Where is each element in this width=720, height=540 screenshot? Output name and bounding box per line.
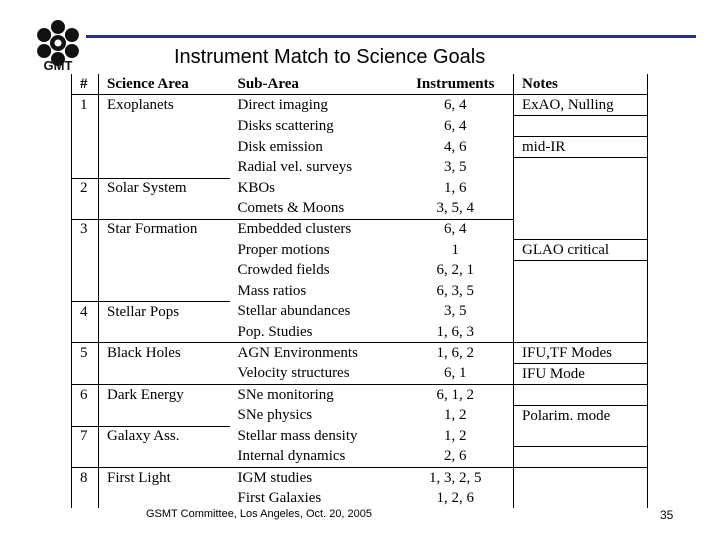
row-science-area: Star Formation bbox=[99, 219, 230, 240]
row-number bbox=[72, 261, 99, 282]
row-science-area bbox=[99, 240, 230, 261]
page-number: 35 bbox=[660, 508, 674, 522]
row-instruments: 1, 6 bbox=[444, 179, 467, 196]
row-sub-area: SNe monitoring bbox=[230, 385, 398, 406]
page-title: Instrument Match to Science Goals bbox=[174, 46, 486, 68]
row-number bbox=[72, 364, 99, 385]
row-number bbox=[72, 322, 99, 343]
header-science-area: Science Area bbox=[99, 74, 230, 95]
row-notes bbox=[514, 302, 648, 323]
row-number: 3 bbox=[72, 219, 99, 240]
row-instruments: 6, 3, 5 bbox=[436, 282, 474, 299]
table-row bbox=[72, 178, 648, 199]
header-sub-area: Sub-Area bbox=[230, 74, 398, 95]
row-sub-area: Direct imaging bbox=[237, 96, 328, 113]
row-sub-area: Disk emission bbox=[237, 138, 323, 155]
header-notes: Notes bbox=[514, 74, 648, 95]
row-notes bbox=[514, 447, 648, 468]
row-number bbox=[72, 281, 99, 302]
row-instruments: 1, 2 bbox=[444, 407, 467, 424]
row-number: 1 bbox=[72, 95, 99, 116]
row-sub-area: Crowded fields bbox=[237, 262, 330, 279]
table-row bbox=[72, 137, 648, 158]
row-notes bbox=[514, 178, 648, 199]
row-instruments: 1, 6, 2 bbox=[398, 343, 514, 364]
row-number bbox=[72, 406, 99, 427]
row-sub-area: Mass ratios bbox=[237, 282, 307, 299]
row-science-area bbox=[99, 137, 230, 158]
row-sub-area: Velocity structures bbox=[237, 365, 350, 382]
row-number bbox=[72, 240, 99, 261]
table-row bbox=[72, 95, 648, 116]
row-science-area: Galaxy Ass. bbox=[99, 426, 230, 447]
row-sub-area: Comets & Moons bbox=[237, 200, 345, 216]
row-notes bbox=[514, 281, 648, 302]
row-notes: ExAO, Nulling bbox=[514, 95, 648, 116]
row-science-area: Stellar Pops bbox=[99, 302, 230, 323]
row-notes bbox=[514, 426, 648, 447]
row-science-area bbox=[99, 447, 230, 468]
table-row bbox=[72, 219, 648, 240]
header-instruments: Instruments bbox=[398, 74, 514, 95]
row-instruments: 6, 4 bbox=[444, 96, 467, 113]
row-instruments: 1, 6, 3 bbox=[436, 323, 474, 340]
row-notes: GLAO critical bbox=[514, 240, 648, 261]
row-notes bbox=[514, 385, 648, 406]
row-science-area: First Light bbox=[99, 468, 230, 489]
table-row bbox=[72, 488, 648, 508]
row-notes: IFU,TF Modes bbox=[514, 343, 648, 364]
row-science-area bbox=[99, 322, 230, 343]
row-number bbox=[72, 158, 99, 179]
row-sub-area: SNe physics bbox=[237, 407, 313, 424]
table-row bbox=[72, 199, 648, 220]
row-number: 2 bbox=[72, 178, 99, 199]
row-sub-area: Stellar mass density bbox=[237, 427, 358, 444]
row-science-area: Black Holes bbox=[99, 343, 230, 364]
row-instruments: 2, 6 bbox=[444, 448, 467, 465]
table-row bbox=[72, 322, 648, 343]
row-number: 4 bbox=[72, 302, 99, 323]
table-row bbox=[72, 343, 648, 364]
row-instruments: 3, 5, 4 bbox=[436, 200, 474, 216]
row-science-area bbox=[99, 406, 230, 427]
row-instruments: 6, 4 bbox=[398, 219, 514, 240]
row-instruments: 1, 3, 2, 5 bbox=[398, 468, 514, 489]
row-sub-area: Embedded clusters bbox=[230, 219, 398, 240]
table-row bbox=[72, 364, 648, 385]
table-row bbox=[72, 240, 648, 261]
row-notes bbox=[514, 261, 648, 282]
table-row bbox=[72, 281, 648, 302]
row-science-area bbox=[99, 488, 230, 508]
table-row bbox=[72, 406, 648, 427]
row-notes bbox=[514, 199, 648, 220]
row-instruments: 4, 6 bbox=[444, 138, 467, 155]
row-notes: IFU Mode bbox=[514, 364, 648, 385]
row-sub-area: Pop. Studies bbox=[237, 323, 313, 340]
row-sub-area: Radial vel. surveys bbox=[237, 159, 353, 176]
row-science-area bbox=[99, 281, 230, 302]
table-row bbox=[72, 158, 648, 179]
row-number bbox=[72, 488, 99, 508]
row-instruments: 6, 4 bbox=[444, 117, 467, 134]
row-notes bbox=[514, 322, 648, 343]
row-science-area bbox=[99, 116, 230, 137]
instrument-table bbox=[71, 74, 648, 508]
row-instruments: 6, 2, 1 bbox=[436, 262, 474, 279]
row-notes: Polarim. mode bbox=[514, 406, 648, 427]
row-number: 8 bbox=[72, 468, 99, 489]
table-row bbox=[72, 302, 648, 323]
title-rule bbox=[86, 35, 696, 38]
row-notes bbox=[514, 158, 648, 179]
row-number bbox=[72, 116, 99, 137]
row-science-area: Solar System bbox=[99, 178, 230, 199]
row-number bbox=[72, 447, 99, 468]
row-instruments: 3, 5 bbox=[444, 159, 467, 176]
row-sub-area: KBOs bbox=[237, 179, 276, 196]
table-row bbox=[72, 468, 648, 489]
row-science-area: Exoplanets bbox=[99, 95, 230, 116]
row-number: 6 bbox=[72, 385, 99, 406]
table-row bbox=[72, 385, 648, 406]
row-notes: mid-IR bbox=[514, 137, 648, 158]
row-sub-area: First Galaxies bbox=[237, 489, 322, 506]
row-notes bbox=[514, 488, 648, 508]
table-row bbox=[72, 426, 648, 447]
row-science-area: Dark Energy bbox=[99, 385, 230, 406]
table-row bbox=[72, 261, 648, 282]
row-number: 7 bbox=[72, 426, 99, 447]
row-number bbox=[72, 137, 99, 158]
table-header-row bbox=[72, 74, 648, 95]
row-sub-area: Internal dynamics bbox=[237, 448, 346, 465]
logo-text: GMT bbox=[43, 58, 73, 73]
table-row bbox=[72, 447, 648, 468]
header-num: # bbox=[72, 74, 99, 95]
row-science-area bbox=[99, 261, 230, 282]
row-science-area bbox=[99, 158, 230, 179]
row-number: 5 bbox=[72, 343, 99, 364]
row-notes bbox=[514, 116, 648, 137]
row-science-area bbox=[99, 199, 230, 220]
table-row bbox=[72, 116, 648, 137]
row-notes bbox=[514, 219, 648, 240]
row-notes bbox=[514, 468, 648, 489]
row-sub-area: IGM studies bbox=[230, 468, 398, 489]
row-sub-area: Stellar abundances bbox=[237, 303, 351, 320]
row-instruments: 6, 1, 2 bbox=[398, 385, 514, 406]
row-instruments: 1, 2, 6 bbox=[436, 489, 474, 506]
row-instruments: 6, 1 bbox=[444, 365, 467, 382]
footer-text: GSMT Committee, Los Angeles, Oct. 20, 2005 bbox=[146, 508, 373, 520]
row-sub-area: AGN Environments bbox=[230, 343, 398, 364]
row-instruments: 3, 5 bbox=[444, 303, 467, 320]
row-science-area bbox=[99, 364, 230, 385]
row-instruments: 1 bbox=[451, 241, 459, 258]
row-instruments: 1, 2 bbox=[444, 427, 467, 444]
row-sub-area: Disks scattering bbox=[237, 117, 334, 134]
row-number bbox=[72, 199, 99, 220]
row-sub-area: Proper motions bbox=[237, 241, 330, 258]
